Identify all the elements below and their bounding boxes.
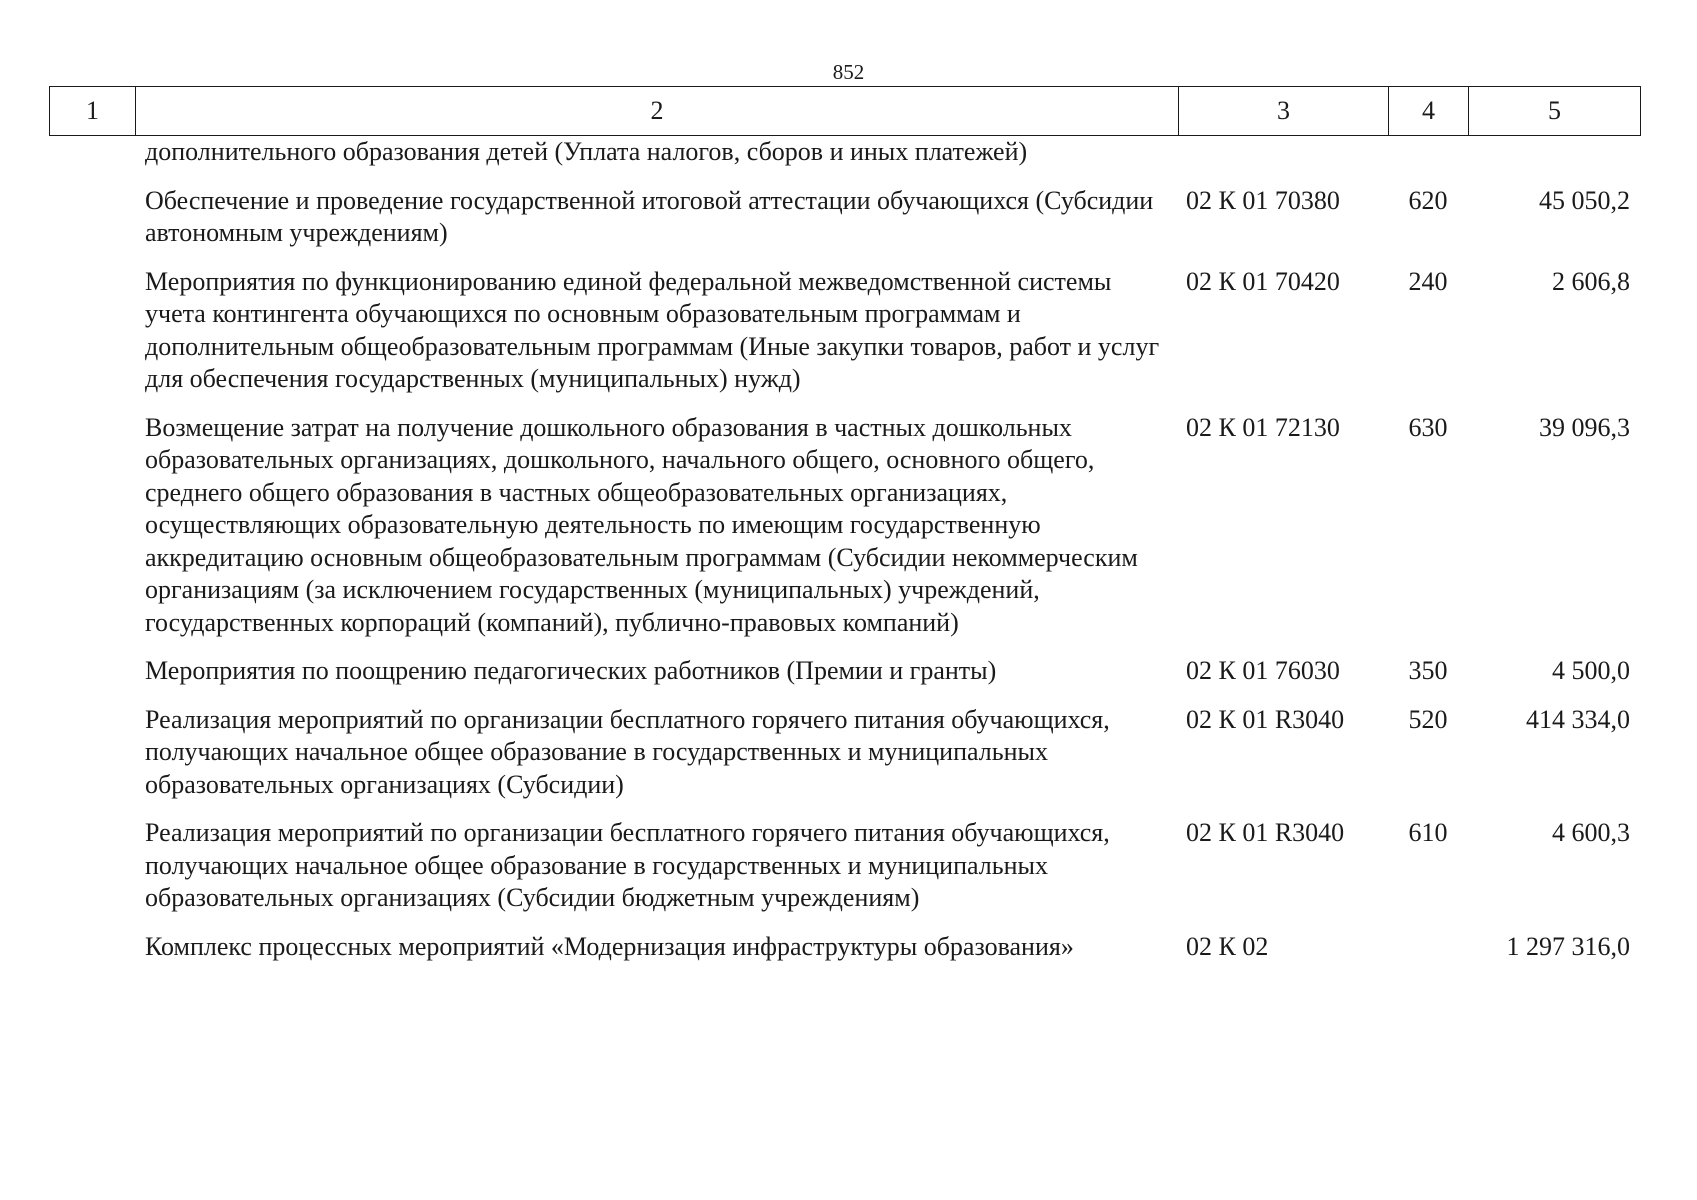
- row-amount: [1468, 136, 1640, 169]
- column-header-4: 4: [1389, 87, 1469, 136]
- table-row: [49, 704, 1640, 802]
- row-name: Обеспечение и проведение государственной итоговой аттестации обучающихся (Субсидии автономным учреждениям): [145, 185, 1154, 247]
- table-row: [49, 655, 1640, 688]
- row-amount: 2 606,8: [1552, 266, 1630, 296]
- row-amount: 4 600,3: [1552, 818, 1630, 847]
- column-header-row: [50, 87, 1641, 136]
- table-row: [49, 185, 1640, 250]
- column-header-3: 3: [1179, 87, 1389, 136]
- page-number: 852: [832, 60, 865, 84]
- row-code: 02 К 01 76030: [1186, 656, 1340, 685]
- column-header-table: [49, 86, 1641, 136]
- column-header-2: 2: [136, 87, 1179, 136]
- table-row: [49, 931, 1640, 964]
- column-header-1: 1: [50, 87, 136, 136]
- row-name: Мероприятия по функционированию единой федеральной межведомственной системы учета контингента обучающихся по основным образовательным программам и дополнительным общеобразовательным программам (Иные закупки товаров, работ и услуг для обеспечения государственных (муниципальных) нужд): [145, 266, 1160, 393]
- row-code: 02 К 01 70420: [1186, 266, 1340, 296]
- table-row: [49, 412, 1640, 640]
- row-code: 02 К 01 R3040: [1186, 818, 1345, 847]
- table-row: [49, 817, 1640, 915]
- row-amount: 414 334,0: [1526, 704, 1630, 734]
- row-code: 02 К 01 R3040: [1186, 704, 1345, 734]
- row-name: Возмещение затрат на получение дошкольного образования в частных дошкольных образовательных организациях, дошкольного, начального общего, основного общего, среднего общего образования в частных общеобразовательных организациях, осуществляющих образовательную деятельность по имеющим государственную аккредитацию основным общеобразовательным программам (Субсидии некоммерческим организациям (за исключением государственных (муниципальных) учреждений, государственных корпораций (компаний), публично-правовых компаний): [145, 412, 1138, 637]
- row-amount: 4 500,0: [1552, 656, 1630, 685]
- row-name: Комплекс процессных мероприятий «Модернизация инфраструктуры образования»: [145, 931, 1074, 961]
- row-code: 02 К 01 72130: [1186, 412, 1340, 442]
- row-type: 240: [1408, 266, 1448, 296]
- row-code: 02 К 01 70380: [1186, 185, 1340, 215]
- column-header-5: 5: [1469, 87, 1641, 136]
- row-type: 350: [1408, 656, 1448, 685]
- row-type: [1388, 931, 1468, 964]
- row-name: Реализация мероприятий по организации бесплатного горячего питания обучающихся, получающих начальное общее образование в государственных и муниципальных образовательных организациях (Субсидии бюджетным учреждениям): [145, 818, 1110, 912]
- row-type: 610: [1408, 818, 1448, 847]
- table-row: [49, 266, 1640, 396]
- row-amount: 45 050,2: [1539, 185, 1630, 215]
- table-body: [49, 136, 1640, 979]
- row-type: [1388, 136, 1468, 169]
- row-amount: 1 297 316,0: [1506, 931, 1630, 961]
- row-name: дополнительного образования детей (Уплата налогов, сборов и иных платежей): [145, 137, 1028, 166]
- row-code: [1178, 136, 1388, 169]
- row-type: 630: [1408, 412, 1448, 442]
- row-code: 02 К 02: [1186, 931, 1269, 961]
- table-row: [49, 136, 1640, 169]
- row-name: Реализация мероприятий по организации бесплатного горячего питания обучающихся, получающих начальное общее образование в государственных и муниципальных образовательных организациях (Субсидии): [145, 704, 1110, 799]
- row-type: 620: [1408, 185, 1448, 215]
- row-amount: 39 096,3: [1539, 412, 1630, 442]
- row-name: Мероприятия по поощрению педагогических работников (Премии и гранты): [145, 656, 997, 685]
- row-type: 520: [1408, 704, 1448, 734]
